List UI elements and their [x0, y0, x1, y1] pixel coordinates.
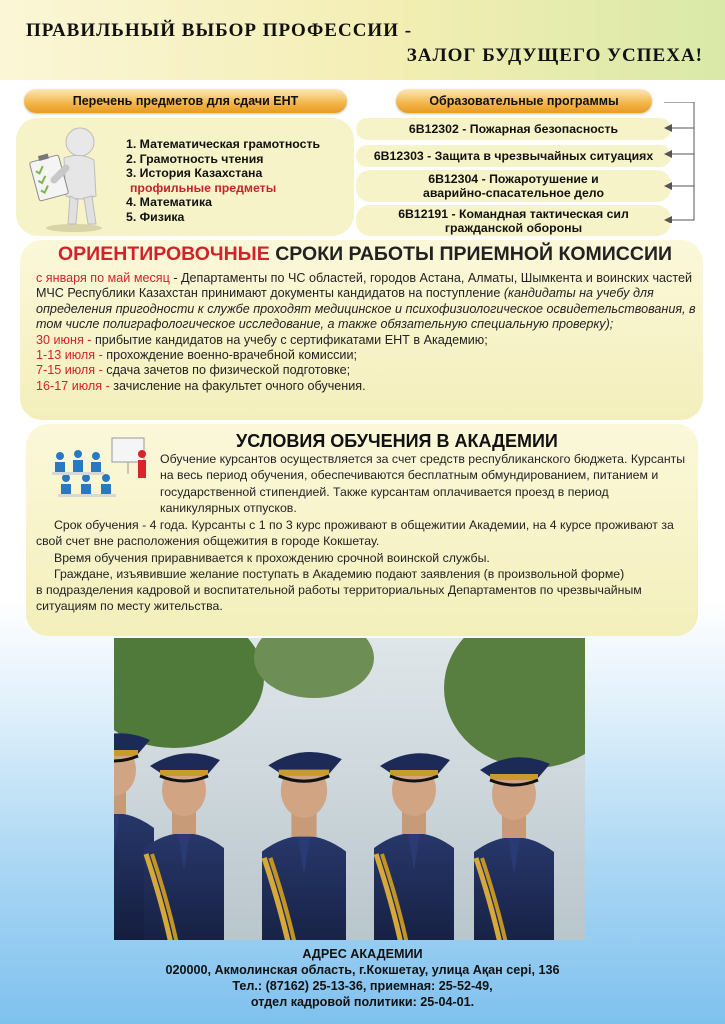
- profile-subjects-label: профильные предметы: [130, 180, 277, 195]
- person-with-clipboard-icon: [24, 124, 114, 232]
- programs-heading: Образовательные программы: [396, 89, 652, 113]
- deadline-row: 1-13 июля - прохождение военно-врачебной комиссии;: [36, 348, 357, 363]
- training-paragraph: Время обучения приравнивается к прохождению срочной воинской службы.: [54, 550, 490, 565]
- address-title: АДРЕС АКАДЕМИИ: [302, 947, 423, 961]
- subject-item: 4. Математика: [126, 195, 212, 210]
- training-paragraph: в подразделения кадровой и воспитательной работы территориальных Департаментов по чрезвычайным ситуациям по месту жительства.: [36, 583, 642, 614]
- phone-line: Тел.: (87162) 25-13-36, приемная: 25-52-49,: [232, 979, 493, 993]
- program-item: 6В12191 - Командная тактическая сил гражданской обороны: [356, 205, 671, 236]
- training-intro: Обучение курсантов осуществляется за счет средств республиканского бюджета. Курсанты на весь период обучения, обеспечиваются бесплатным обмундированием, питанием и государственной стипендией. Также курсантам оплачивается проезд в период каникулярных отпусков.: [160, 452, 686, 515]
- deadline-row: 7-15 июля - сдача зачетов по физической подготовке;: [36, 363, 351, 378]
- program-item: 6В12304 - Пожаротушение и аварийно-спасательное дело: [356, 170, 671, 202]
- program-item: 6В12302 - Пожарная безопасность: [356, 118, 671, 140]
- academy-address: [0, 946, 725, 1010]
- header-title-line1: ПРАВИЛЬНЫЙ ВЫБОР ПРОФЕССИИ -: [26, 20, 413, 41]
- training-body: [36, 517, 700, 615]
- deadlines-intro: с января по май месяц - Департаменты по ЧС областей, городов Астана, Алматы, Шымкента и воинских частей МЧС Республики Казахстан принимают документы кандидатов на поступление (кандидаты на учебу для определения пригодности к службе проходят медицинское и психофизиологическое освидетельствования, в том числе полиграфологическое исследование, а также обязательную специальную проверку);: [36, 271, 696, 332]
- deadlines-body: [36, 271, 696, 394]
- subject-item: 1. Математическая грамотность: [126, 137, 321, 151]
- training-paragraph: Срок обучения - 4 года. Курсанты с 1 по 3 курс проживают в общежитии Академии, на 4 курсе проживают за свой счет вне расположения общежития в городе Кокшетау.: [36, 518, 674, 549]
- classroom-icon: [48, 434, 152, 506]
- deadline-row: 16-17 июля - зачисление на факультет очного обучения.: [36, 378, 366, 393]
- phone-line: отдел кадровой политики: 25-04-01.: [250, 995, 475, 1009]
- address-line: 020000, Акмолинская область, г.Кокшетау, улица Ақан серi, 136: [165, 963, 560, 977]
- training-paragraph: Граждане, изъявившие желание поступать в Академию подают заявления (в произвольной форме): [54, 566, 625, 581]
- programs-bracket-arrows: [664, 102, 698, 223]
- subject-item: 3. История Казахстана: [126, 166, 263, 181]
- training-title: УСЛОВИЯ ОБУЧЕНИЯ В АКАДЕМИИ: [236, 431, 558, 451]
- program-item: 6В12303 - Защита в чрезвычайных ситуациях: [356, 145, 671, 167]
- cadets-photo: [114, 638, 585, 940]
- deadlines-title: ОРИЕНТИРОВОЧНЫЕ СРОКИ РАБОТЫ ПРИЕМНОЙ КОМИССИИ: [58, 243, 673, 265]
- subject-item: 5. Физика: [126, 209, 185, 224]
- subjects-heading: Перечень предметов для сдачи ЕНТ: [24, 89, 347, 113]
- header-title-line2: ЗАЛОГ БУДУЩЕГО УСПЕХА!: [406, 45, 703, 66]
- deadline-row: 30 июня - прибытие кандидатов на учебу с сертификатами ЕНТ в Академию;: [36, 332, 488, 347]
- subjects-list: [126, 137, 320, 225]
- subject-item: 2. Грамотность чтения: [126, 151, 264, 166]
